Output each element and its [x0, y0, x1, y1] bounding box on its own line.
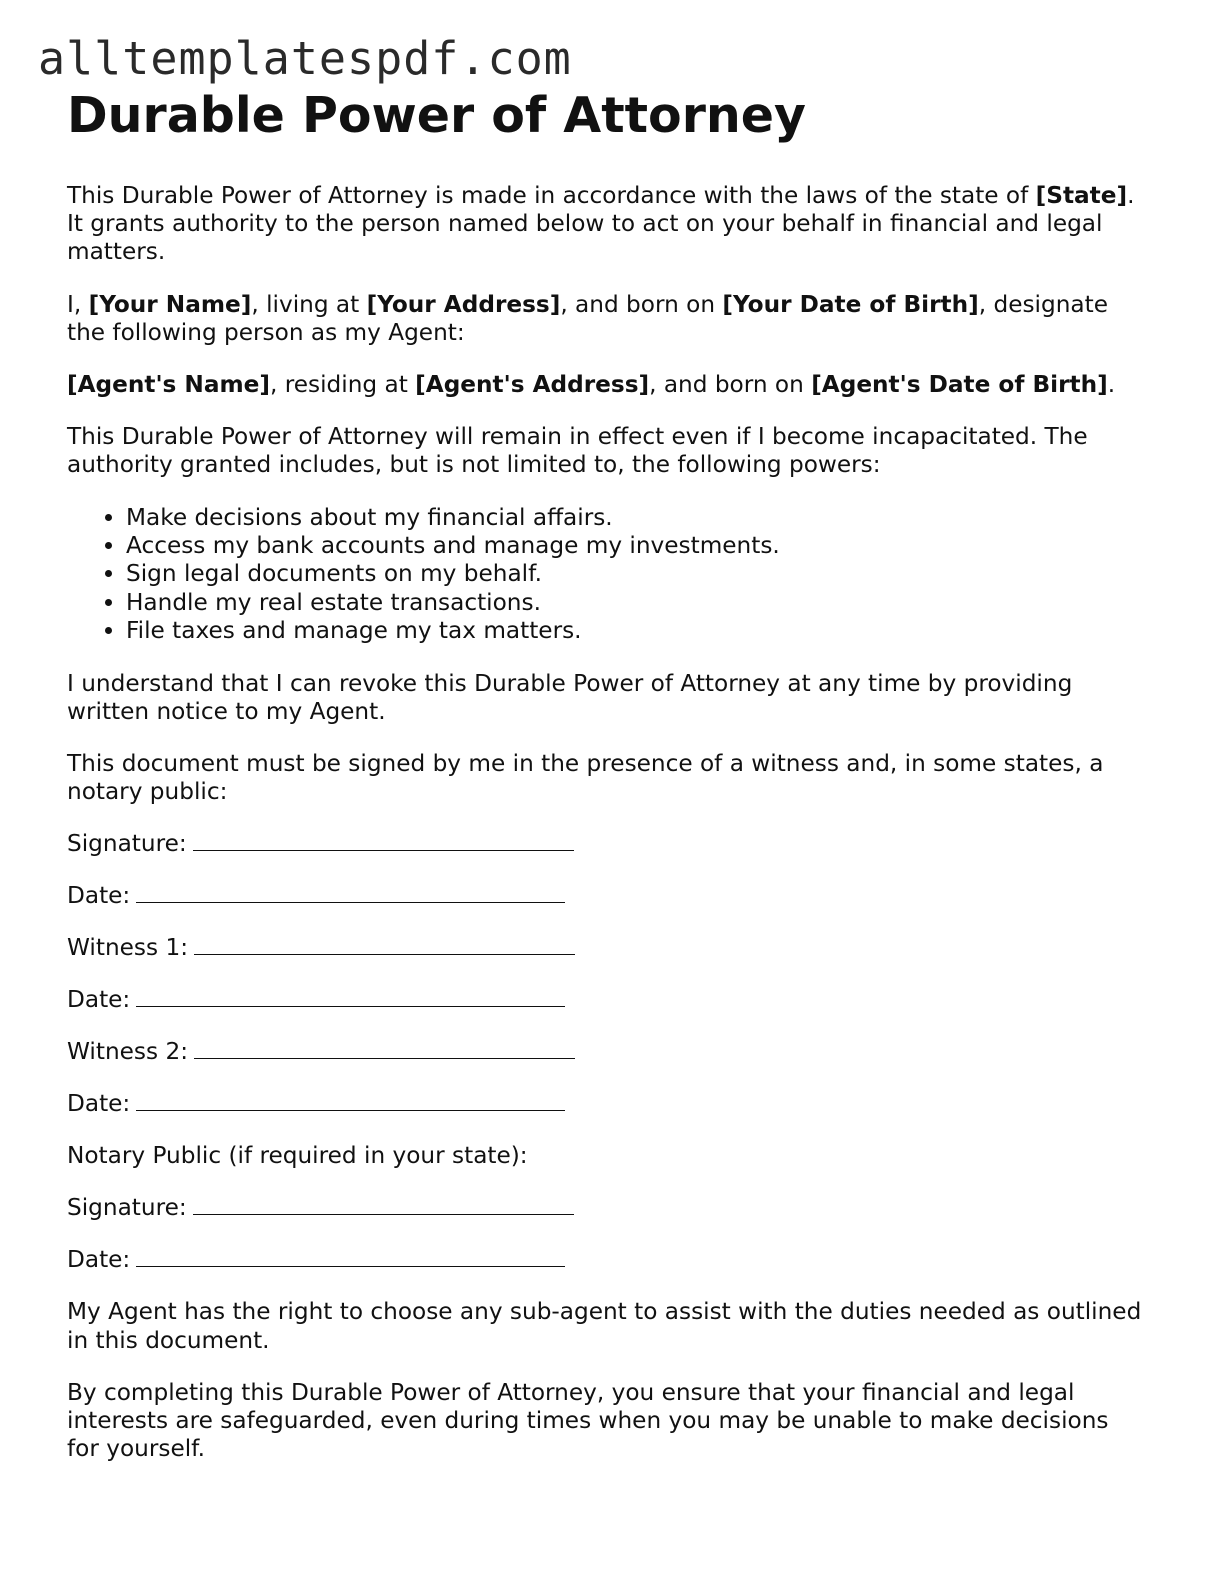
notary-signature-line — [67, 1194, 1147, 1222]
notary-heading: Notary Public (if required in your state): — [67, 1142, 528, 1170]
signature-label: Signature: — [67, 830, 187, 858]
witness1-label: Witness 1: — [67, 934, 189, 962]
document-page — [67, 88, 1147, 1487]
witness1-date-line — [67, 986, 1147, 1014]
principal-text-4: , designate the following person as my Agent: — [67, 290, 1108, 346]
agent-text-3: . — [1107, 371, 1116, 399]
state-placeholder: [State] — [1035, 182, 1128, 209]
agent-address-placeholder: [Agent's Address] — [415, 371, 650, 399]
agent-dob-placeholder: [Agent's Date of Birth] — [811, 371, 1108, 399]
agent-text-2: , and born on — [649, 371, 812, 399]
subagent-paragraph: My Agent has the right to choose any sub-agent to assist with the duties needed as outlined in this document. — [67, 1298, 1142, 1354]
witness1-date-field[interactable] — [136, 986, 565, 1007]
document-title: Durable Power of Attorney — [67, 87, 806, 144]
date-label: Date: — [67, 1246, 131, 1274]
signature-field[interactable] — [193, 830, 574, 851]
watermark: alltemplatespdf.com — [38, 32, 572, 85]
witness2-date-line — [67, 1090, 1147, 1118]
agent-name-placeholder: [Agent's Name] — [67, 371, 270, 399]
signature-label: Signature: — [67, 1194, 187, 1222]
agent-paragraph — [67, 371, 1147, 399]
witness1-line — [67, 934, 1147, 962]
intro-paragraph — [67, 182, 1147, 267]
principal-text-1: I, — [67, 290, 89, 318]
notary-date-field[interactable] — [136, 1246, 565, 1267]
your-address-placeholder: [Your Address] — [366, 290, 561, 318]
your-dob-placeholder: [Your Date of Birth] — [722, 290, 979, 318]
notary-signature-field[interactable] — [193, 1194, 574, 1215]
list-item: • Access my bank accounts and manage my investments. — [126, 532, 1147, 560]
list-item: • File taxes and manage my tax matters. — [126, 617, 1147, 645]
list-item: • Sign legal documents on my behalf. — [126, 560, 1147, 588]
principal-text-3: , and born on — [560, 290, 723, 318]
date-label: Date: — [67, 986, 131, 1014]
witness2-line — [67, 1038, 1147, 1066]
your-name-placeholder: [Your Name] — [88, 290, 252, 318]
powers-list — [67, 504, 1147, 646]
list-item: • Handle my real estate transactions. — [126, 589, 1147, 617]
list-item: • Make decisions about my financial affairs. — [126, 504, 1147, 532]
date-label: Date: — [67, 1090, 131, 1118]
effect-paragraph: This Durable Power of Attorney will remain in effect even if I become incapacitated. The authority granted includes, but is not limited to, the following powers: — [67, 423, 1088, 479]
witness1-field[interactable] — [194, 934, 575, 955]
notary-date-line — [67, 1246, 1147, 1274]
intro-text-before: This Durable Power of Attorney is made in accordance with the laws of the state of — [67, 182, 1036, 209]
principal-text-2: , living at — [251, 290, 367, 318]
intro-text-after: . It grants authority to the person named below to act on your behalf in financial and legal matters. — [67, 182, 1135, 266]
date-field[interactable] — [136, 882, 565, 903]
witness2-field[interactable] — [194, 1038, 575, 1059]
agent-text-1: , residing at — [269, 371, 416, 399]
date-line — [67, 882, 1147, 910]
date-label: Date: — [67, 882, 131, 910]
closing-paragraph: By completing this Durable Power of Attorney, you ensure that your financial and legal interests are safeguarded, even during times when you may be unable to make decisions for yourself. — [67, 1378, 1109, 1463]
signing-paragraph: This document must be signed by me in the presence of a witness and, in some states, a notary public: — [67, 750, 1104, 806]
witness2-label: Witness 2: — [67, 1038, 189, 1066]
principal-paragraph — [67, 291, 1147, 347]
revoke-paragraph: I understand that I can revoke this Durable Power of Attorney at any time by providing written notice to my Agent. — [67, 669, 1073, 725]
signature-line — [67, 830, 1147, 858]
witness2-date-field[interactable] — [136, 1090, 565, 1111]
